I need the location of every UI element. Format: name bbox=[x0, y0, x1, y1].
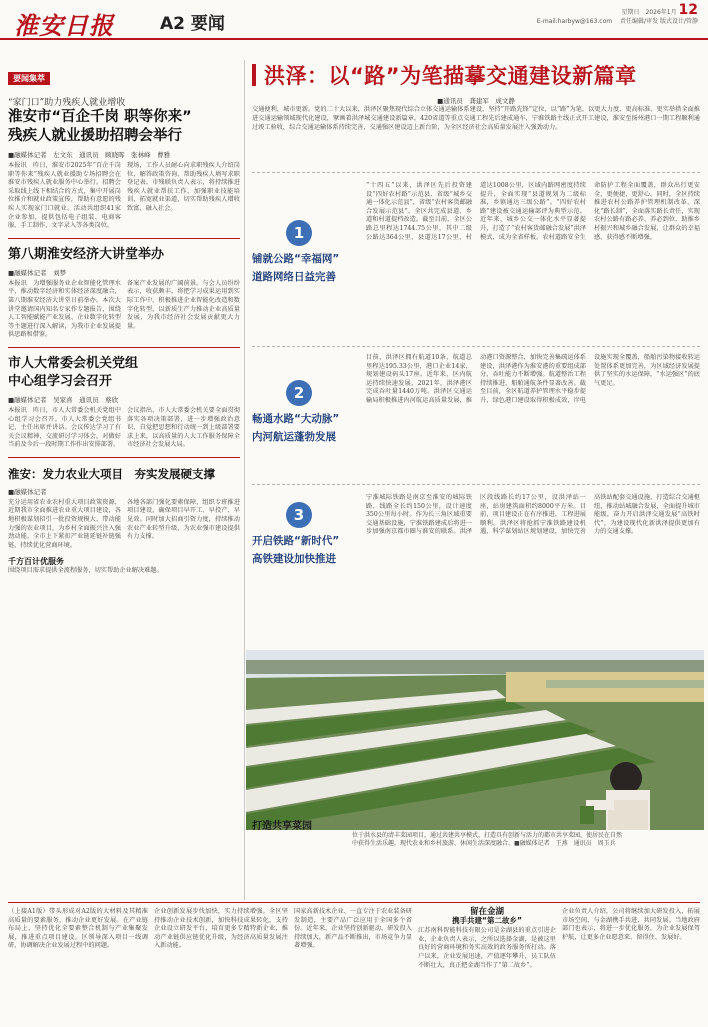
article-byline: ■融媒体记者 左文东 通讯员 顾晓晖 张林峰 曹雅 bbox=[8, 151, 171, 159]
section-separator bbox=[252, 484, 700, 485]
page-number: 12 bbox=[678, 2, 698, 18]
article4-byline: ■融媒体记者 bbox=[8, 487, 47, 496]
article-body-b: 现场，工作人员耐心向求职残疾人介绍岗位，解答政策咨询，帮助残疾人填写求职登记表。市残联负责人表示，将持续推进残疾人就业帮扶工作，加强职业技能培训，拓宽就业渠道，切实帮助残疾人增收致富、融入社会。 bbox=[127, 162, 240, 212]
section-2-body: 目前，洪泽区拥有航道10条，航道总里程达195.33公里，港口企业14家，规划建设码头17座。近年来，区内航运持续快速发展，2021年，洪泽港区完成吞吐量1440万吨。洪泽区交通运输局积极推进内河航运高质量发展，推动港口资源整合，加快完善集疏运体系建设，洪泽港作为淮安港的重要组成部分，吞吐能力不断增强。航道整治工程持续推进，船舶通航条件显著改善。截至目前，全区航道养护管理水平稳步提升，绿色港口建设取得积极成效，岸电设施实现全覆盖，船舶污染物接收转运处置体系更加完善，为区域经济发展提供了坚实的水运保障，“水运强区”的底气更足。 bbox=[366, 354, 700, 404]
article3-title-line1: 市人大常委会机关党组 bbox=[8, 355, 139, 371]
section-2-line1: 畅通水路“大动脉” bbox=[252, 413, 340, 425]
feature-title: 洪泽：以“路”为笔描摹交通建设新篇章 bbox=[264, 64, 637, 88]
section-3-heading bbox=[252, 502, 360, 612]
section-2-heading bbox=[252, 380, 360, 490]
bottom-col-1: （上接A1版）带头形成对A2版的大材料及其精准高质量的要素服务，推动企业更好发展。在产业链布局上，坚持优化全要素整合机制与产业集聚发展，推进重点项目建设。区领导深入项目一线调研，协调解决企业发展过程中的问题。 bbox=[8, 908, 148, 950]
page-label: A2 要闻 bbox=[160, 14, 225, 34]
bottom-band-separator bbox=[8, 902, 700, 903]
email: E-mail:harbyw@163.com bbox=[536, 18, 613, 25]
article3-body bbox=[8, 407, 240, 450]
section-1-heading bbox=[252, 220, 360, 330]
section-3-body: 宁淮城际铁路是南京至淮安的城际铁路，线路全长约150公里，设计速度350公里每小时。作为长三角区域重要交通基础设施，宁淮铁路建成后将进一步加强南京都市圈与淮安的联系。洪泽区段线路长约17公里，设洪泽站一座，站房建筑面积约8000平方米。目前，项目建设正在有序推进，工程进展顺利。洪泽区将抢抓宁淮铁路建设机遇，科学谋划站区规划建设，加快完善高铁站配套交通设施，打造综合交通枢纽，推动站城融合发展，全面提升城市能级，奋力开启洪泽交通发展“高铁时代”，为建设现代化新洪泽提供更加有力的交通支撑。 bbox=[366, 494, 700, 536]
section-tag: 要闻集萃 bbox=[8, 72, 50, 85]
divider bbox=[8, 457, 240, 458]
box-subtitle: 携手共建“第二故乡” bbox=[452, 915, 522, 925]
feature-byline: ■通讯员 龚建军 成文静 bbox=[437, 97, 515, 105]
bottom-col-5: 企业负责人介绍，公司将继续加大研发投入，拓展市场空间，与金湖携手共进、共同发展。当地政府部门也表示，将进一步优化服务，为企业发展保驾护航，让更多企业愿意来、留得住、发展好。 bbox=[562, 908, 700, 941]
article4-body bbox=[8, 499, 240, 551]
article4-body-b: 各地各部门强化要素保障，组织专班推进项目建设，确保项目早开工、早投产、早见效。同时加大招商引资力度，持续推动农业产业转型升级，为农业强市建设提供有力支撑。 bbox=[127, 498, 240, 541]
bottom-col-2: 企业创新发展步伐加快，实力持续增强。全区坚持推动企业技术创新，加快科技成果转化，支持企业设立研发平台，培育更多专精特新企业，推动产业链供应链优化升级，为经济高质量发展注入新动能。 bbox=[154, 908, 288, 950]
masthead-meta bbox=[488, 2, 698, 26]
section-1-line1: 铺就公路“幸福网” bbox=[252, 253, 340, 265]
box-title: 留在金湖 bbox=[469, 907, 504, 917]
article3-body-a: 本报讯 昨日，市人大常委会机关党组中心组学习会召开。市人大常委会党组书记、主任出席并讲话。会议传达学习了有关会议精神，交流研讨学习体会，对做好当前及今后一段时期工作作出安排部署。 bbox=[8, 406, 121, 449]
article2-body-b: 备案产业发展的广阔前景。与会人员纷纷表示，收获颇丰，将把学习成果运用到实际工作中，积极推进企业智能化改造和数字化转型，以新质生产力推动企业高质量发展，为我市经济社会发展贡献更大力量。 bbox=[127, 279, 240, 330]
section-3-line2: 高铁建设加快推进 bbox=[252, 553, 336, 565]
bottom-col-3: 国家高新技术企业、一直专注于农业装备研发制造，主要产品广泛应用于全国多个省份。近年来，企业坚持创新驱动，研发投入持续加大，新产品不断推出，市场竞争力显著增强。 bbox=[294, 908, 412, 950]
masthead bbox=[0, 0, 708, 40]
newspaper-logo: 淮安日报 bbox=[14, 12, 114, 40]
photo-caption-title: 打造共享菜园 bbox=[252, 821, 312, 832]
article4-body-a: 充分运用省农业农村重大项目政策资源，近期我市全面推进农业重大项目建设，各地积极谋划招引一批投资规模大、带动能力强的农业项目，为乡村全面振兴注入强劲动能。全市上下紧扣产业链延链补链强链，持续优化营商环境。 bbox=[8, 498, 121, 549]
section-2-line2: 内河航运蓬勃发展 bbox=[252, 431, 336, 443]
section-3-line1: 开启铁路“新时代” bbox=[252, 535, 340, 547]
divider bbox=[8, 347, 240, 348]
section-1-number: 1 bbox=[286, 220, 312, 246]
article-title-line1: 淮安市“百企千岗 职等你来” bbox=[8, 109, 192, 125]
article4-subhead-body: 围绕项目需求提供全流程服务，切实帮助企业解决难题。 bbox=[8, 567, 163, 575]
issue-date: 星期日 2026年1月 bbox=[621, 9, 677, 16]
article3-body-b: 会议指出，市人大常委会机关要全面贯彻落实各项决策部署，进一步增强政治意识，自觉把思想和行动统一到上级部署要求上来，以高质量的人大工作服务保障全市经济社会发展大局。 bbox=[127, 406, 240, 449]
feature-header bbox=[252, 60, 700, 90]
left-column bbox=[8, 66, 240, 576]
article2-body bbox=[8, 280, 240, 340]
section-1-body: “十四五”以来，洪泽区先后投资建设“四好农村路”示范县、省级“城乡交通一体化示范县”，省级“农村客货邮融合发展示范县”。全区共完成县道、乡道和村道提档改造。截至目前，全区公路总里程达1744.75公里，其中二级公路达364公里，县道达17公里，村道达1008公里，区域内路网密度持续提升，全面实现“县道规划为二级标准，乡镇通达三级公路”。“四好农村路”建设被交通运输部评为典型示范。近年来，城乡公交一体化水平显著提升，打造了“农村客货邮融合发展”洪泽模式，成为全省样板。农村道路安全生命防护工程全面覆盖，群众出行更安全、更便捷、更舒心。同时，全区持续推进农村公路养护管理机制改革，深化“路长制”，全面落实路长责任，实现农村公路有路必养、养必到位，助推乡村振兴和城乡融合发展，让群众的幸福感、获得感不断增强。 bbox=[366, 182, 700, 241]
article-title-line2: 残疾人就业援助招聘会举行 bbox=[8, 128, 182, 144]
column-separator bbox=[244, 60, 245, 900]
section-separator bbox=[252, 346, 700, 347]
feature-photo bbox=[246, 650, 704, 830]
feature-accent-bar bbox=[252, 64, 256, 86]
article4-subhead: 千方百计优服务 bbox=[8, 557, 64, 567]
bottom-col-4 bbox=[418, 908, 556, 1020]
divider bbox=[8, 238, 240, 239]
photo-caption: 位于洪水县的清丰菜园项目，通过共建共享模式，打造具有创新与活力的都市共享菜园，使居民在自然中获得生活乐趣，现代农业和乡村旅游、休闲生活深度融合。■融媒体记者 王燕 通讯员 周玉兵 bbox=[352, 832, 623, 847]
section-3-number: 3 bbox=[286, 502, 312, 528]
article4-title: 淮安：发力农业大项目 夯实发展硬支撑 bbox=[8, 466, 215, 481]
article2-title: 第八期淮安经济大讲堂举办 bbox=[8, 246, 165, 262]
garden-illustration bbox=[246, 650, 704, 830]
article-kicker: “家门口”助力残疾人就业增收 bbox=[8, 98, 126, 108]
article3-byline: ■融媒体记者 吴家喜 通讯员 蔡欣 bbox=[8, 395, 119, 404]
article2-byline: ■融媒体记者 刘梦 bbox=[8, 268, 67, 277]
feature-lead: 交通便利，城市更新。党的二十大以来，洪泽区聚焦现代综合立体交通运输体系建设，坚持“开路先锋”定位，以“路”为笔，以更大力度、更高标准、更实举措全面推进交通运输领域现代化建设，擘画着洪泽城交通建设新篇章。420省道等重点交通工程先后建成通车，宁淮铁路主线正式开工建设，淮安至扬州港口一期工程顺利通过竣工验收，综合交通运输体系持续完善，交通强区建设迈上新台阶，为全区经济社会高质量发展注入强劲动力。 bbox=[252, 106, 700, 131]
article-body-a: 本报讯 昨日，淮安市2025年“百企千岗 职等你来”残疾人就业援助专场招聘会在淮安市残疾人就业服务中心举行。招聘会采取线上线下相结合的方式，集中开展岗位推介和就业政策宣传，帮助有意愿的残疾人实现家门口就业。活动共组织41家企业参加，提供包括电子组装、电商客服、手工制作、文字录入等各类岗位。 bbox=[8, 162, 128, 230]
article2-body-a: 本报讯 为增强服务业企业智能化管理水平，推动数字经济和实体经济深度融合，第八期淮安经济大讲堂日前举办。本次大讲堂邀请国内知名专家作专题报告，围绕人工智能赋能产业发展、企业数字化转型等主题进行深入解读，为我市企业发展提供思路和借鉴。 bbox=[8, 279, 121, 339]
section-separator bbox=[252, 172, 700, 173]
editors: 责任编辑/审发 版式设计/管静 bbox=[620, 18, 698, 25]
article3-title-line2: 中心组学习会召开 bbox=[8, 373, 113, 389]
box-body: 江苏南科智能科技有限公司是金湖县的重点引进企业，企业负责人表示，之所以选择金湖，是被这里良好的营商环境和务实高效的政务服务所打动。落户以来，企业发展迅速，产值逐年攀升，员工队伍不断壮大，真正把金湖当作了“第二故乡”。 bbox=[418, 927, 556, 969]
article-body bbox=[8, 162, 240, 231]
section-2-number: 2 bbox=[286, 380, 312, 406]
section-1-line2: 道路网络日益完善 bbox=[252, 271, 336, 283]
